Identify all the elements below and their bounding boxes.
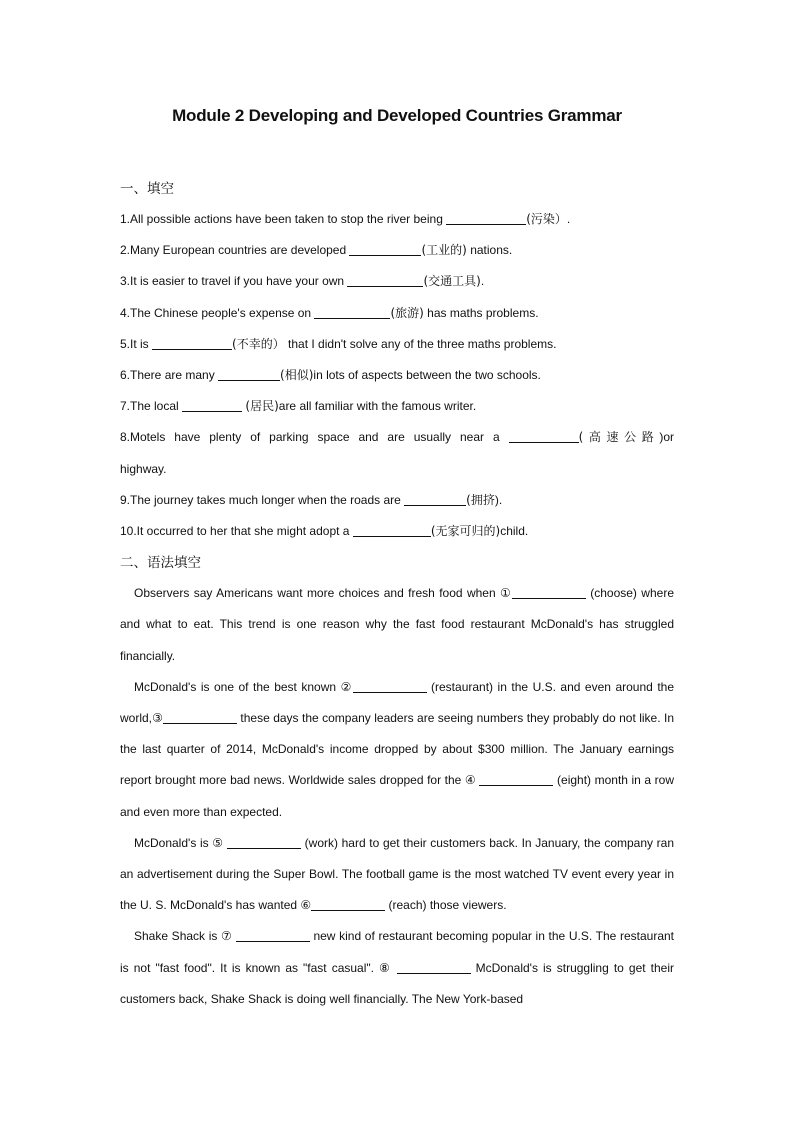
question-8: 8.Motels have plenty of parking space and are usually near a (高速公路)or <box>120 430 674 445</box>
blank-number-4: ④ <box>464 773 476 788</box>
answer-blank[interactable] <box>182 398 242 412</box>
question-4: 4.The Chinese people's expense on (旅游) has maths problems. <box>120 305 539 320</box>
section-heading-grammar-fill: 二、语法填空 <box>120 555 201 571</box>
question-6: 6.There are many (相似)in lots of aspects between the two schools. <box>120 368 541 383</box>
question-10: 10.It occurred to her that she might adopt a (无家可归的)child. <box>120 524 529 539</box>
page-title: Module 2 Developing and Developed Countries Grammar <box>172 106 622 125</box>
answer-blank[interactable] <box>227 835 301 849</box>
answer-blank[interactable] <box>446 211 526 225</box>
answer-blank[interactable] <box>512 585 586 599</box>
question-1: 1.All possible actions have been taken to stop the river being (污染）. <box>120 212 571 226</box>
question-5: 5.It is (不幸的） that I didn't solve any of the three maths problems. <box>120 336 557 351</box>
question-3: 3.It is easier to travel if you have your own (交通工具). <box>120 274 485 289</box>
passage-paragraph-2: McDonald's is one of the best known ② (restaurant) in the U.S. and even around the world,③ these days the company leaders are seeing numbers they probably do not like. In the last quarter of 2014, McDonald's income dropped by about $300 million. The January earnings report brought more bad news. Worldwide sales dropped for the ④ (eight) month in a row and even more than expected. <box>120 679 674 819</box>
answer-blank[interactable] <box>397 960 471 974</box>
passage-paragraph-4: Shake Shack is ⑦ new kind of restaurant becoming popular in the U.S. The restaurant is not "fast food". It is known as "fast casual". ⑧ McDonald's is struggling to get their customers back, Shake Shack is doing well financially. The New York-based <box>120 929 675 1006</box>
answer-blank[interactable] <box>509 429 579 443</box>
answer-blank[interactable] <box>479 772 553 786</box>
blank-number-3: ③ <box>152 711 163 726</box>
blank-number-2: ② <box>340 679 353 694</box>
answer-blank[interactable] <box>404 492 466 506</box>
answer-blank[interactable] <box>311 897 385 911</box>
passage-paragraph-1: Observers say Americans want more choices and fresh food when ① (choose) where and what to eat. This trend is one reason why the fast food restaurant McDonald's has struggled financially. <box>120 586 674 663</box>
blank-number-8: ⑧ <box>379 960 392 975</box>
passage-paragraph-3: McDonald's is ⑤ (work) hard to get their customers back. In January, the company ran an advertisement during the Super Bowl. The football game is the most watched TV event every year in the U. S. McDonald's has wanted ⑥ (reach) those viewers. <box>120 835 675 913</box>
answer-blank[interactable] <box>349 242 421 256</box>
answer-blank[interactable] <box>236 928 310 942</box>
question-7: 7.The local (居民)are all familiar with the famous writer. <box>120 399 477 414</box>
blank-number-6: ⑥ <box>300 898 312 913</box>
blank-number-1: ① <box>500 586 512 601</box>
answer-blank[interactable] <box>353 679 427 693</box>
answer-blank[interactable] <box>353 523 431 537</box>
answer-blank[interactable] <box>163 710 237 724</box>
answer-blank[interactable] <box>347 273 423 287</box>
blank-number-5: ⑤ <box>212 835 224 850</box>
question-2: 2.Many European countries are developed (工业的) nations. <box>120 243 513 258</box>
answer-blank[interactable] <box>218 367 280 381</box>
section-heading-fill-in: 一、填空 <box>120 181 174 196</box>
blank-number-7: ⑦ <box>221 929 233 944</box>
question-9: 9.The journey takes much longer when the roads are (拥挤). <box>120 492 503 507</box>
answer-blank[interactable] <box>314 305 390 319</box>
answer-blank[interactable] <box>152 336 232 350</box>
question-8-continuation: highway. <box>120 461 167 476</box>
